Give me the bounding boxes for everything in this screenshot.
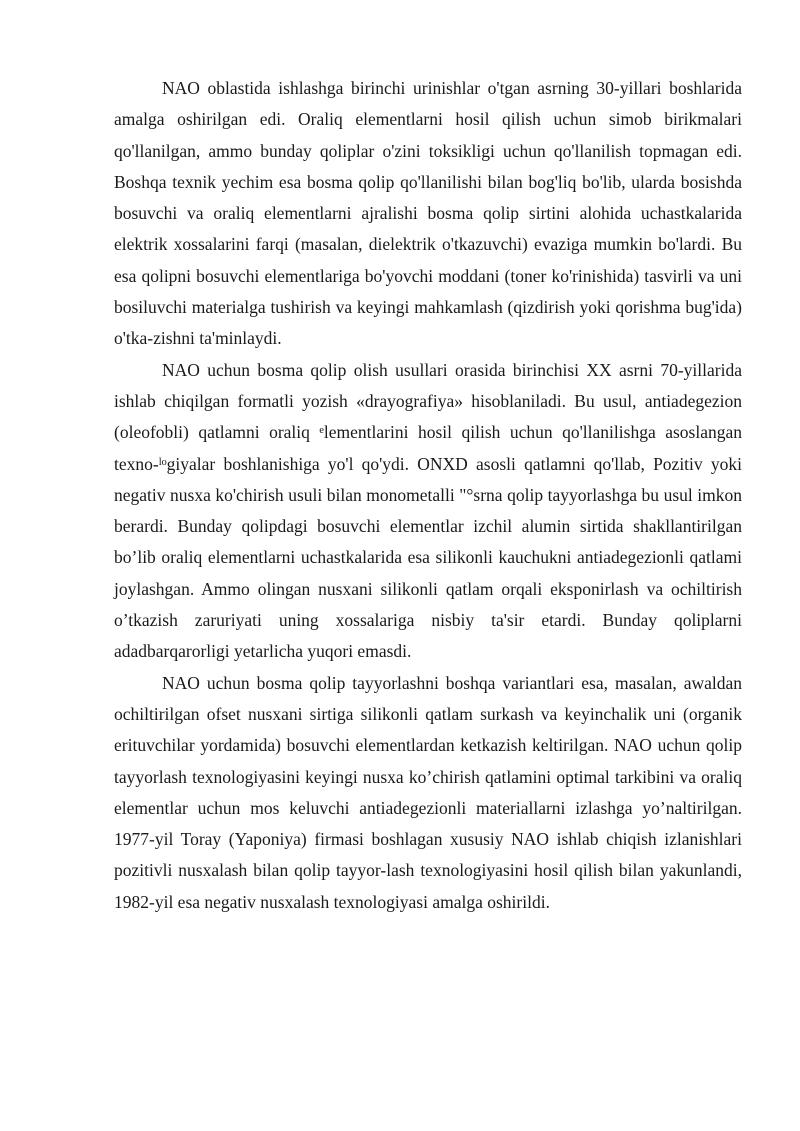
paragraph-3: NAO uchun bosma qolip tayyorlashni boshqa variantlari esa, masalan, awaldan ochiltirilgan ofset nusxani sirtiga silikonli qatlam surkash va keyinchalik uni (organik erituvchilar yordamida) bosuvchi elementlardan ketkazish keltirilgan. NAO uchun qolip tayyorlash texnologiyasini keyingi nusxa ko’chirish qatlamini optimal tarkibini va oraliq elementlar uchun mos keluvchi antiadegezionli materiallarni izlashga yo’naltirilgan. 1977-yil Toray (Yaponiya) firmasi boshlagan xususiy NAO ishlab chiqish izlanishlari pozitivli nusxalash bilan qolip tayyor-lash texnologiyasini hosil qilish bilan yakunlandi, 1982-yil esa negativ nusxalash texnologiyasi amalga oshirildi. [114, 672, 742, 912]
document-page [114, 73, 742, 918]
paragraph-2: NAO uchun bosma qolip olish usullari orasida birinchisi XX asrni 70-yillarida ishlab chiqilgan formatli yozish «drayografiya» hisoblaniladi. Bu usul, antiadegezion (oleofobli) qatlamni oraliq ᵉlementlarini hosil qilish uchun qo'llanilishga asoslangan texno-ˡᵒgiyalar boshlanishiga yo'l qo'ydi. ONXD asosli qatlamni qo'llab, Pozitiv yoki negativ nusxa ko'chirish usuli bilan monometalli "°srna qolip tayyorlashga bu usul imkon berardi. Bunday qolipdagi bosuvchi elementlar izchil alumin sirtida shakllantirilgan bo’lib oraliq elementlarni uchastkalarida esa silikonli kauchukni antiadegezionli qatlami joylashgan. Ammo olingan nusxani silikonli qatlam orqali eksponirlash va ochiltirish o’tkazish zaruriyati uning xossalariga nisbiy ta'sir etardi. Bunday qoliplarni adadbarqarorligi yetarlicha yuqori emasdi. [114, 359, 742, 662]
paragraph-1: NAO oblastida ishlashga birinchi urinishlar o'tgan asrning 30-yillari boshlarida amalga oshirilgan edi. Oraliq elementlarni hosil qilish uchun simob birikmalari qo'llanilgan, ammo bunday qoliplar o'zini toksikligi uchun qo'llanilish topmagan edi. Boshqa texnik yechim esa bosma qolip qo'llanilishi bilan bog'liq bo'lib, ularda bosishda bosuvchi va oraliq elementlarni ajralishi bosma qolip sirtini alohida uchastkalarida elektrik xossalarini farqi (masalan, dielektrik o'tkazuvchi) evaziga mumkin bo'lardi. Bu esa qolipni bosuvchi elementlariga bo'yovchi moddani (toner ko'rinishida) tasvirli va uni bosiluvchi materialga tushirish va keyingi mahkamlash (qizdirish yoki qorishma bug'ida) o'tka-zishni ta'minlaydi. [114, 78, 742, 349]
